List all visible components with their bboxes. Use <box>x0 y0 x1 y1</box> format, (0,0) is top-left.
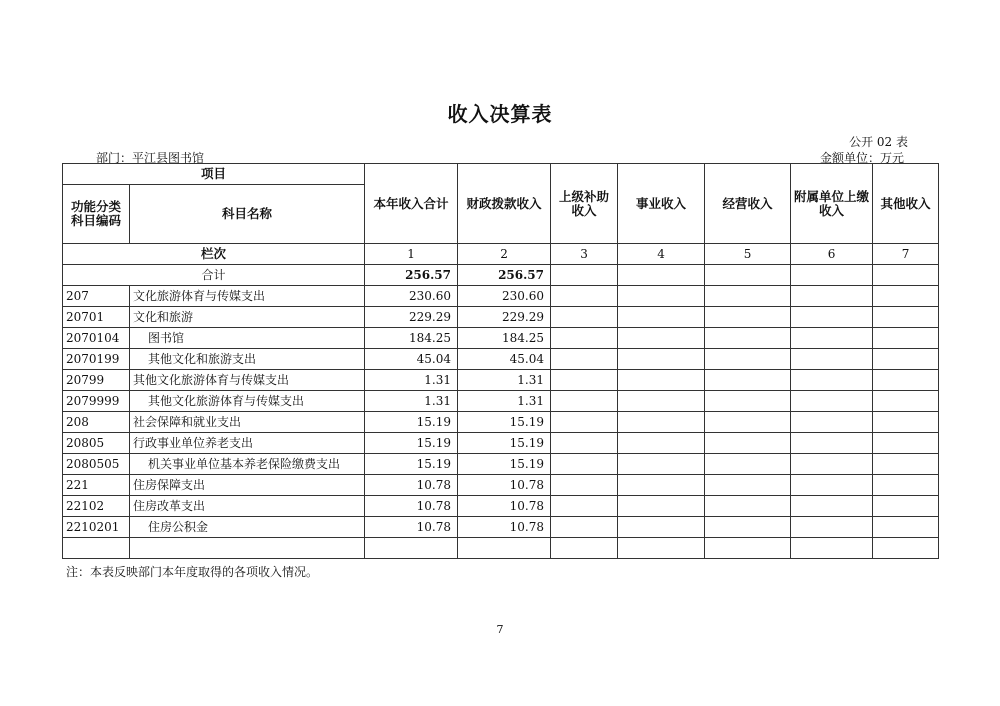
row-value-2: 10.78 <box>458 475 551 496</box>
row-value-3 <box>551 349 618 370</box>
row-value-1: 230.60 <box>365 286 458 307</box>
row-value-2: 15.19 <box>458 454 551 475</box>
row-code: 2070199 <box>63 349 130 370</box>
header-col-3: 上级补助收入 <box>551 164 618 244</box>
row-subject-name: 社会保障和就业支出 <box>130 412 365 433</box>
row-value-1: 15.19 <box>365 454 458 475</box>
table-row <box>63 349 939 370</box>
row-value-3 <box>551 328 618 349</box>
row-value-5 <box>705 391 791 412</box>
row-subject-name: 住房保障支出 <box>130 475 365 496</box>
unit-label: 金额单位：万元 <box>819 151 904 165</box>
row-value-3 <box>551 370 618 391</box>
total-value-1: 256.57 <box>365 265 458 286</box>
table-row <box>63 328 939 349</box>
row-value-1: 10.78 <box>365 475 458 496</box>
row-value-7 <box>873 433 939 454</box>
row-value-4 <box>618 286 705 307</box>
row-value-6 <box>791 454 873 475</box>
col-index-3: 3 <box>551 244 618 265</box>
page-number: 7 <box>496 623 504 636</box>
row-value-6 <box>791 517 873 538</box>
total-value-4 <box>618 265 705 286</box>
row-value-6 <box>791 286 873 307</box>
header-col-1: 本年收入合计 <box>365 164 458 244</box>
table-row <box>63 496 939 517</box>
row-value-2: 229.29 <box>458 307 551 328</box>
row-value-3 <box>551 286 618 307</box>
row-value-6 <box>791 538 873 559</box>
total-value-6 <box>791 265 873 286</box>
row-value-3 <box>551 412 618 433</box>
row-subject-name: 图书馆 <box>130 328 365 349</box>
row-value-7 <box>873 307 939 328</box>
row-subject-name: 其他文化和旅游支出 <box>130 349 365 370</box>
row-value-1: 10.78 <box>365 517 458 538</box>
table-row <box>63 454 939 475</box>
row-subject-name: 住房改革支出 <box>130 496 365 517</box>
row-value-7 <box>873 328 939 349</box>
row-value-3 <box>551 517 618 538</box>
row-value-4 <box>618 496 705 517</box>
row-subject-name <box>130 538 365 559</box>
row-value-1: 1.31 <box>365 370 458 391</box>
row-code: 20799 <box>63 370 130 391</box>
row-code: 221 <box>63 475 130 496</box>
row-value-3 <box>551 391 618 412</box>
col-index-6: 6 <box>791 244 873 265</box>
row-value-5 <box>705 349 791 370</box>
row-value-4 <box>618 454 705 475</box>
row-value-3 <box>551 475 618 496</box>
col-index-2: 2 <box>458 244 551 265</box>
row-value-6 <box>791 433 873 454</box>
header-col-4: 事业收入 <box>618 164 705 244</box>
row-value-2: 1.31 <box>458 370 551 391</box>
row-value-3 <box>551 496 618 517</box>
row-value-2: 10.78 <box>458 517 551 538</box>
row-value-4 <box>618 517 705 538</box>
header-col-6: 附属单位上缴收入 <box>791 164 873 244</box>
col-index-1: 1 <box>365 244 458 265</box>
row-value-2: 15.19 <box>458 433 551 454</box>
row-subject-name: 其他文化旅游体育与传媒支出 <box>130 391 365 412</box>
row-value-4 <box>618 328 705 349</box>
table-row <box>63 412 939 433</box>
row-value-5 <box>705 370 791 391</box>
row-value-5 <box>705 517 791 538</box>
row-value-5 <box>705 454 791 475</box>
table-row <box>63 433 939 454</box>
row-value-1: 1.31 <box>365 391 458 412</box>
row-value-6 <box>791 370 873 391</box>
row-value-7 <box>873 349 939 370</box>
row-code: 22102 <box>63 496 130 517</box>
row-code <box>63 538 130 559</box>
row-value-1: 10.78 <box>365 496 458 517</box>
row-value-7 <box>873 391 939 412</box>
total-value-2: 256.57 <box>458 265 551 286</box>
total-label: 合计 <box>63 265 365 286</box>
row-value-7 <box>873 454 939 475</box>
row-value-2 <box>458 538 551 559</box>
row-value-1: 15.19 <box>365 412 458 433</box>
row-value-6 <box>791 391 873 412</box>
header-project: 项目 <box>63 164 365 185</box>
table-row <box>63 391 939 412</box>
header-col-7: 其他收入 <box>873 164 939 244</box>
row-value-3 <box>551 538 618 559</box>
income-table <box>62 163 939 559</box>
row-subject-name: 行政事业单位养老支出 <box>130 433 365 454</box>
row-code: 2079999 <box>63 391 130 412</box>
row-value-1: 184.25 <box>365 328 458 349</box>
row-value-2: 15.19 <box>458 412 551 433</box>
row-value-5 <box>705 475 791 496</box>
col-index-5: 5 <box>705 244 791 265</box>
table-row <box>63 286 939 307</box>
row-value-7 <box>873 370 939 391</box>
row-value-5 <box>705 307 791 328</box>
row-value-6 <box>791 475 873 496</box>
table-row <box>63 538 939 559</box>
row-value-5 <box>705 433 791 454</box>
row-value-6 <box>791 307 873 328</box>
row-code: 207 <box>63 286 130 307</box>
row-value-7 <box>873 412 939 433</box>
total-value-5 <box>705 265 791 286</box>
row-value-2: 45.04 <box>458 349 551 370</box>
row-subject-name: 其他文化旅游体育与传媒支出 <box>130 370 365 391</box>
table-row <box>63 517 939 538</box>
row-value-1: 45.04 <box>365 349 458 370</box>
row-value-4 <box>618 538 705 559</box>
row-value-7 <box>873 286 939 307</box>
row-value-4 <box>618 433 705 454</box>
row-value-5 <box>705 412 791 433</box>
row-value-6 <box>791 496 873 517</box>
row-subject-name: 文化旅游体育与传媒支出 <box>130 286 365 307</box>
row-value-4 <box>618 307 705 328</box>
row-value-2: 230.60 <box>458 286 551 307</box>
row-value-4 <box>618 475 705 496</box>
row-code: 20805 <box>63 433 130 454</box>
page-title: 收入决算表 <box>447 102 553 126</box>
row-value-6 <box>791 328 873 349</box>
row-subject-name: 机关事业单位基本养老保险缴费支出 <box>130 454 365 475</box>
row-value-4 <box>618 391 705 412</box>
table-note: 注：本表反映部门本年度取得的各项收入情况。 <box>66 565 319 579</box>
total-value-7 <box>873 265 939 286</box>
row-value-1: 229.29 <box>365 307 458 328</box>
col-index-7: 7 <box>873 244 939 265</box>
table-row <box>63 475 939 496</box>
row-code: 2210201 <box>63 517 130 538</box>
row-value-1: 15.19 <box>365 433 458 454</box>
row-value-3 <box>551 433 618 454</box>
row-value-1 <box>365 538 458 559</box>
row-subject-name: 文化和旅游 <box>130 307 365 328</box>
col-index-label: 栏次 <box>63 244 365 265</box>
row-value-4 <box>618 412 705 433</box>
row-code: 20701 <box>63 307 130 328</box>
row-value-5 <box>705 496 791 517</box>
department-label: 部门：平江县图书馆 <box>96 151 205 165</box>
row-code: 2070104 <box>63 328 130 349</box>
row-value-5 <box>705 538 791 559</box>
row-code: 2080505 <box>63 454 130 475</box>
row-value-2: 184.25 <box>458 328 551 349</box>
row-value-6 <box>791 349 873 370</box>
row-value-7 <box>873 496 939 517</box>
row-value-2: 1.31 <box>458 391 551 412</box>
row-value-2: 10.78 <box>458 496 551 517</box>
header-col-5: 经营收入 <box>705 164 791 244</box>
row-subject-name: 住房公积金 <box>130 517 365 538</box>
header-func-code: 功能分类科目编码 <box>63 185 130 244</box>
row-value-5 <box>705 328 791 349</box>
table-row <box>63 370 939 391</box>
col-index-4: 4 <box>618 244 705 265</box>
row-value-7 <box>873 538 939 559</box>
row-value-7 <box>873 517 939 538</box>
row-value-3 <box>551 454 618 475</box>
row-value-4 <box>618 349 705 370</box>
row-value-6 <box>791 412 873 433</box>
row-value-5 <box>705 286 791 307</box>
header-subject-name: 科目名称 <box>130 185 365 244</box>
header-col-2: 财政拨款收入 <box>458 164 551 244</box>
table-row <box>63 307 939 328</box>
row-value-4 <box>618 370 705 391</box>
total-value-3 <box>551 265 618 286</box>
row-value-7 <box>873 475 939 496</box>
row-code: 208 <box>63 412 130 433</box>
table-code: 公开 02 表 <box>849 135 908 149</box>
row-value-3 <box>551 307 618 328</box>
